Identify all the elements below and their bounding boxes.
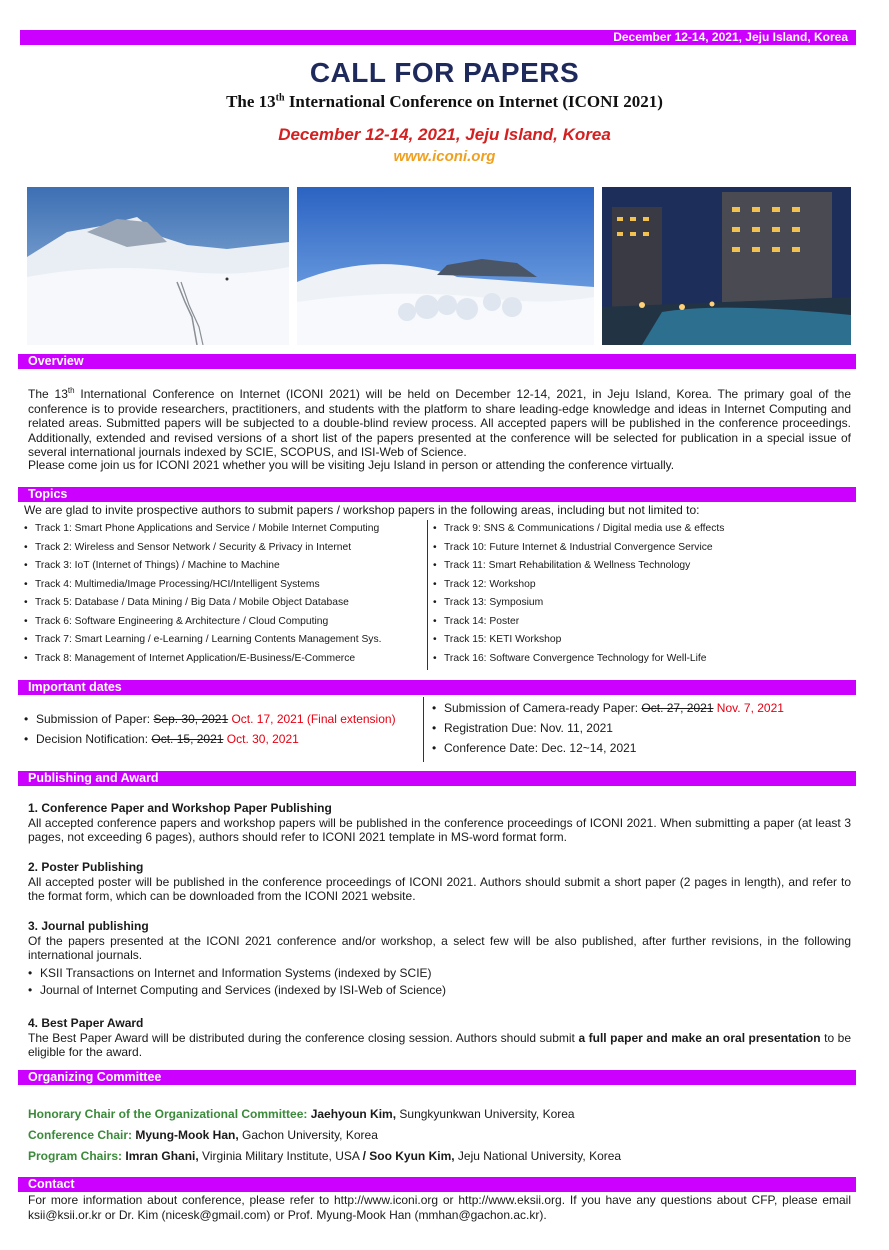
submission-label: Submission of Paper: <box>36 712 154 726</box>
dates-right <box>432 698 784 758</box>
snowy-mountain-photo <box>27 187 289 345</box>
publishing-section-1 <box>28 801 851 845</box>
decision-label: Decision Notification: <box>36 732 152 746</box>
contact-body: For more information about conference, please refer to http://www.iconi.org or http://www.eksii.org. If you have any questions about CFP, please email ksii@ksii.or.kr or Dr. Kim (nicesk@gmail.com) or Prof. Myung-Mook Han (mmhan@gachon.ac.kr). <box>28 1193 851 1222</box>
publishing-section-2 <box>28 860 851 904</box>
track-10: Track 10: Future Internet & Industrial Convergence Service <box>444 541 713 553</box>
publishing-s2-title: 2. Poster Publishing <box>28 860 144 874</box>
journal-2: Journal of Internet Computing and Services (indexed by ISI-Web of Science) <box>40 982 446 997</box>
list-item: • Track 13: Symposium <box>433 597 544 608</box>
registration-text: Registration Due: Nov. 11, 2021 <box>444 721 613 735</box>
track-13: Track 13: Symposium <box>444 597 544 608</box>
committee-list <box>28 1104 621 1167</box>
list-item: • Track 12: Workshop <box>433 578 536 590</box>
overview-p1-sup: th <box>67 386 75 395</box>
honorary-label: Honorary Chair of the Organizational Committee: <box>28 1107 308 1121</box>
list-item: • KSII Transactions on Internet and Information Systems (indexed by SCIE) <box>28 965 432 980</box>
dates-left <box>24 709 396 749</box>
list-item: • Journal of Internet Computing and Services (indexed by ISI-Web of Science) <box>28 982 446 997</box>
hotel-night-photo <box>602 187 851 345</box>
topics-divider <box>427 520 428 670</box>
prog-chair-2-affiliation: Jeju National University, Korea <box>454 1149 622 1163</box>
conference-chair <box>28 1125 621 1146</box>
publishing-s2-body: All accepted poster will be published in the conference proceedings of ICONI 2021. Authors should submit a short paper (2 pages in length), and refer to the format form, which can be downloaded from the ICONI 2021 website. <box>28 874 851 903</box>
prog-chairs-label: Program Chairs: <box>28 1149 123 1163</box>
track-2: Track 2: Wireless and Sensor Network / Security & Privacy in Internet <box>35 541 352 553</box>
dates-divider <box>423 697 424 762</box>
list-item: • Track 1: Smart Phone Applications and Service / Mobile Internet Computing <box>24 523 380 534</box>
snowy-hill-photo <box>297 187 594 345</box>
track-6: Track 6: Software Engineering & Architecture / Cloud Computing <box>35 615 329 627</box>
list-item: • Track 14: Poster <box>433 615 520 627</box>
camera-ready-date: • Submission of Camera-ready Paper: Oct. 27, 2021 Nov. 7, 2021 <box>432 701 784 715</box>
overview-p1-pre: The 13 <box>28 387 68 401</box>
topics-intro: We are glad to invite prospective authors to submit papers / workshop papers in the following areas, including but not limited to: <box>24 503 700 517</box>
conference-text: Conference Date: Dec. 12~14, 2021 <box>444 741 637 755</box>
track-3: Track 3: IoT (Internet of Things) / Machine to Machine <box>35 560 280 571</box>
committee-heading: Organizing Committee <box>18 1070 856 1085</box>
prog-chair-1-name: Imran Ghani, <box>122 1149 199 1163</box>
prog-chair-2-name: / Soo Kyun Kim, <box>362 1149 455 1163</box>
conference-subtitle <box>0 92 889 112</box>
overview-invite: Please come join us for ICONI 2021 whether you will be visiting Jeju Island in person or attending the conference virtually. <box>28 458 675 472</box>
subtitle-pre: The 13 <box>226 92 276 111</box>
overview-heading: Overview <box>18 354 856 369</box>
s4-body-bold: a full paper and make an oral presentation <box>578 1030 821 1045</box>
s4-body-post: to be eligible for the award. <box>28 1030 852 1059</box>
conf-chair-label: Conference Chair: <box>28 1128 133 1142</box>
topics-left-list <box>24 520 381 668</box>
track-12: Track 12: Workshop <box>444 578 536 590</box>
camera-old-date: Oct. 27, 2021 <box>641 701 714 715</box>
track-7: Track 7: Smart Learning / e-Learning / Learning Contents Management Sys. <box>35 634 382 645</box>
conference-date: • Conference Date: Dec. 12~14, 2021 <box>432 741 637 755</box>
track-8: Track 8: Management of Internet Application/E-Business/E-Commerce <box>35 652 356 664</box>
track-5: Track 5: Database / Data Mining / Big Data / Mobile Object Database <box>35 597 349 608</box>
list-item: • Track 15: KETI Workshop <box>433 634 562 645</box>
contact-heading: Contact <box>18 1177 856 1192</box>
track-14: Track 14: Poster <box>444 615 520 627</box>
publishing-section-4 <box>28 1016 851 1060</box>
top-date-text: December 12-14, 2021, Jeju Island, Korea <box>613 30 848 44</box>
subtitle-sup: th <box>275 92 285 104</box>
registration-date: • Registration Due: Nov. 11, 2021 <box>432 721 613 735</box>
list-item: • Track 5: Database / Data Mining / Big Data / Mobile Object Database <box>24 597 349 608</box>
publishing-heading: Publishing and Award <box>18 771 856 786</box>
list-item: • Track 7: Smart Learning / e-Learning / Learning Contents Management Sys. <box>24 634 382 645</box>
program-chairs <box>28 1146 621 1167</box>
subtitle-post: International Conference on Internet (ICONI 2021) <box>284 92 663 111</box>
publishing-s1-body: All accepted conference papers and workshop papers will be published in the conference proceedings of ICONI 2021. When submitting a paper (at least 3 pages, not exceeding 6 pages), authors should refer to ICONI 2021 template in MS-word format form. <box>28 815 851 844</box>
camera-label: Submission of Camera-ready Paper: <box>444 701 642 715</box>
conference-date-place: December 12-14, 2021, Jeju Island, Korea <box>278 125 611 144</box>
camera-new-date: Nov. 7, 2021 <box>713 701 784 715</box>
decision-new-date: Oct. 30, 2021 <box>223 732 299 746</box>
conf-chair-affiliation: Gachon University, Korea <box>238 1128 378 1142</box>
track-9: Track 9: SNS & Communications / Digital media use & effects <box>444 523 725 534</box>
topics-right-list <box>433 520 724 668</box>
publishing-section-3 <box>28 919 851 999</box>
publishing-s3-body: Of the papers presented at the ICONI 2021 conference and/or workshop, a select few will be also published, after further revisions, in the following international journals. <box>28 933 851 962</box>
list-item: • Track 3: IoT (Internet of Things) / Machine to Machine <box>24 560 280 571</box>
prog-chair-1-affiliation: Virginia Military Institute, USA <box>198 1149 363 1163</box>
list-item: • Track 10: Future Internet & Industrial Convergence Service <box>433 541 713 553</box>
decision-old-date: Oct. 15, 2021 <box>151 732 224 746</box>
overview-p1-post: International Conference on Internet (ICONI 2021) will be held on December 12-14, 2021, in Jeju Island, Korea. The primary goal of the conference is to provide researchers, practitioners, and students with the platform to share leading-edge knowledge and ideas in Internet Computing and related areas. Submitted papers will be subjected to a double-blind review process. All accepted papers will be published in the conference proceedings. Additionally, extended and revised versions of a short list of the papers presented at the conference will be selected for publication in a special issue of several international journals indexed by SCIE, SCOPUS, and ISI-Web of Science. <box>28 387 852 459</box>
track-4: Track 4: Multimedia/Image Processing/HCI/Intelligent Systems <box>35 578 320 590</box>
list-item: • Track 11: Smart Rehabilitation & Wellness Technology <box>433 560 691 571</box>
publishing-s1-title: 1. Conference Paper and Workshop Paper Publishing <box>28 801 332 815</box>
conf-chair-name: Myung-Mook Han, <box>132 1128 239 1142</box>
overview-paragraph <box>28 384 851 460</box>
honorary-chair <box>28 1104 621 1125</box>
list-item: • Track 9: SNS & Communications / Digital media use & effects <box>433 523 725 534</box>
conference-website: www.iconi.org <box>393 148 496 165</box>
track-1: Track 1: Smart Phone Applications and Service / Mobile Internet Computing <box>35 523 380 534</box>
journal-1: KSII Transactions on Internet and Information Systems (indexed by SCIE) <box>40 965 432 980</box>
decision-date: • Decision Notification: Oct. 15, 2021 Oct. 30, 2021 <box>24 732 299 746</box>
track-15: Track 15: KETI Workshop <box>444 634 562 645</box>
submission-date: • Submission of Paper: Sep. 30, 2021 Oct. 17, 2021 (Final extension) <box>24 712 396 726</box>
list-item: • Track 4: Multimedia/Image Processing/HCI/Intelligent Systems <box>24 578 320 590</box>
list-item: • Track 6: Software Engineering & Architecture / Cloud Computing <box>24 615 329 627</box>
honorary-affiliation: Sungkyunkwan University, Korea <box>396 1107 575 1121</box>
publishing-s4-title: 4. Best Paper Award <box>28 1016 144 1030</box>
publishing-s4-body <box>28 1031 851 1060</box>
submission-old-date: Sep. 30, 2021 <box>153 712 229 726</box>
honorary-name: Jaehyoun Kim, <box>307 1107 397 1121</box>
list-item: • Track 16: Software Convergence Technology for Well-Life <box>433 652 707 664</box>
track-16: Track 16: Software Convergence Technology for Well-Life <box>444 652 707 664</box>
cfp-title: CALL FOR PAPERS <box>309 57 580 88</box>
list-item: • Track 8: Management of Internet Application/E-Business/E-Commerce <box>24 652 356 664</box>
list-item: • Track 2: Wireless and Sensor Network / Security & Privacy in Internet <box>24 541 352 553</box>
submission-new-date: Oct. 17, 2021 (Final extension) <box>228 712 396 726</box>
publishing-s3-title: 3. Journal publishing <box>28 919 149 933</box>
topics-heading: Topics <box>18 487 856 502</box>
track-11: Track 11: Smart Rehabilitation & Wellness Technology <box>444 560 691 571</box>
s4-body-pre: The Best Paper Award will be distributed during the conference closing session. Authors should submit <box>28 1030 579 1045</box>
dates-heading: Important dates <box>18 680 856 695</box>
top-date-bar <box>20 30 856 45</box>
